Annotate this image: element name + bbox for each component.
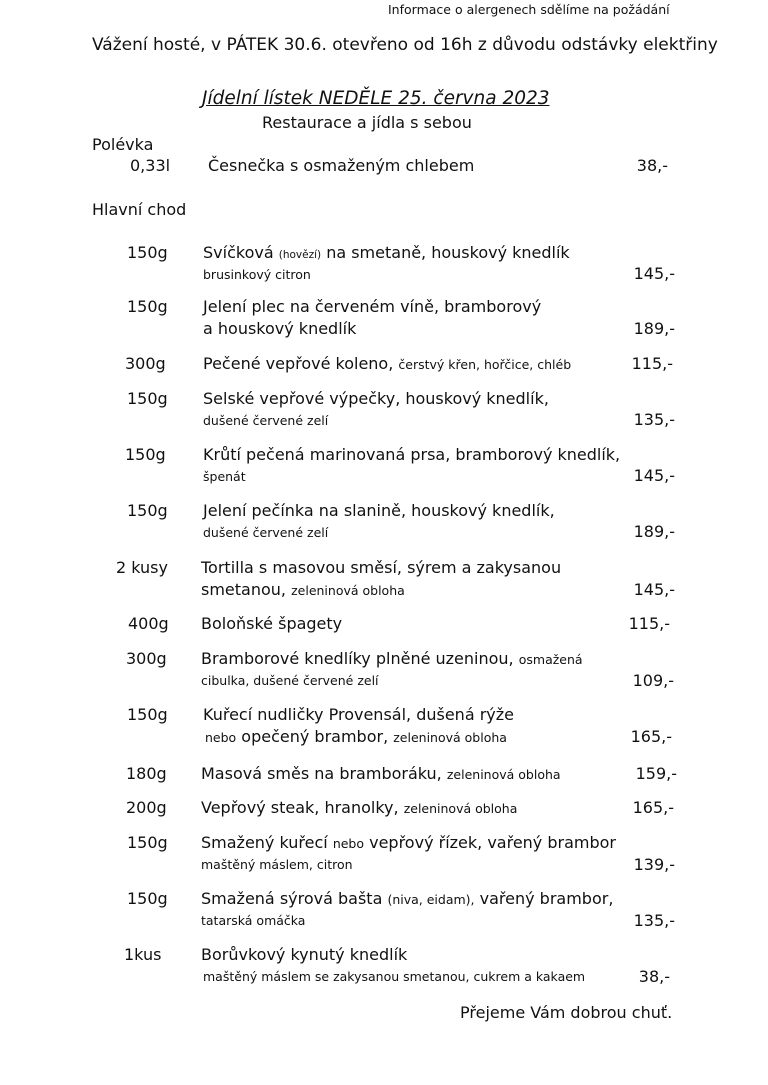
item-price: 139,- (633, 855, 675, 874)
item-detail: dušené červené zelí (203, 413, 329, 428)
item-name-part: Smažená sýrová bašta (201, 889, 383, 908)
item-name: Krůtí pečená marinovaná prsa, bramborový knedlík, (203, 445, 621, 464)
item-qty: 150g (127, 501, 168, 520)
item-name-note: zeleninová obloha (291, 583, 405, 598)
item-name: Jelení plec na červeném víně, bramborový (203, 297, 542, 316)
item-price: 145,- (633, 264, 675, 283)
item-detail: cibulka, dušené červené zelí (201, 673, 379, 688)
item-name-part: Vepřový steak, hranolky, (201, 798, 399, 817)
item-qty: 150g (127, 243, 168, 262)
item-name (201, 766, 561, 782)
item-price: 135,- (633, 911, 675, 930)
item-qty: 150g (127, 889, 168, 908)
item-detail (205, 729, 507, 745)
item-name (201, 800, 517, 816)
item-name: Kuřecí nudličky Provensál, dušená rýže (203, 705, 514, 724)
item-name-note: osmažená (518, 652, 583, 667)
item-name-part: smetanou, (201, 580, 286, 599)
item-price: 109,- (632, 671, 674, 690)
item-name-note: čerstvý křen, hořčice, chléb (398, 357, 572, 372)
item-name: Česnečka s osmaženým chlebem (208, 156, 475, 175)
item-qty: 150g (127, 389, 168, 408)
item-name-part: na smetaně, houskový knedlík (326, 243, 570, 262)
item-price: 189,- (633, 319, 675, 338)
item-name (201, 835, 616, 851)
item-detail: brusinkový citron (203, 267, 311, 282)
item-name-part: opečený brambor, (241, 727, 389, 746)
item-name-note: nebo (205, 730, 237, 745)
item-price: 145,- (633, 580, 675, 599)
item-qty: 300g (126, 649, 167, 668)
item-name-note: (hovězí) (278, 249, 322, 261)
item-name (203, 245, 570, 261)
item-qty: 1kus (124, 945, 162, 964)
item-price: 115,- (628, 614, 670, 633)
item-name-part: Svíčková (203, 243, 274, 262)
allergen-note: Informace o alergenech sdělíme na požádání (388, 2, 670, 17)
item-price: 189,- (633, 522, 675, 541)
item-qty: 2 kusy (116, 558, 168, 577)
item-name-part: Smažený kuřecí (201, 833, 328, 852)
item-name: Selské vepřové výpečky, houskový knedlík, (203, 389, 549, 408)
soup-heading: Polévka (92, 135, 154, 154)
item-detail: dušené červené zelí (203, 525, 329, 540)
main-heading: Hlavní chod (92, 200, 187, 219)
item-detail: maštěný máslem se zakysanou smetanou, cukrem a kakaem (203, 969, 586, 984)
item-name: Jelení pečínka na slanině, houskový knedlík, (203, 501, 555, 520)
item-price: 159,- (635, 764, 677, 783)
item-qty: 150g (127, 705, 168, 724)
item-name-note: zeleninová obloha (393, 730, 507, 745)
item-name: Tortilla s masovou směsí, sýrem a zakysanou (201, 558, 562, 577)
item-name-part: Pečené vepřové koleno, (203, 354, 394, 373)
item-name-note: zeleninová obloha (446, 767, 561, 782)
item-price: 135,- (633, 410, 675, 429)
item-qty: 400g (128, 614, 169, 633)
item-detail: tatarská omáčka (201, 913, 306, 928)
menu-subtitle: Restaurace a jídla s sebou (262, 113, 472, 132)
item-name (203, 356, 571, 372)
item-detail: maštěný máslem, citron (201, 857, 353, 872)
closure-notice: Vážení hosté, v PÁTEK 30.6. otevřeno od 16h z důvodu odstávky elektřiny (92, 35, 718, 55)
item-detail: a houskový knedlík (203, 319, 357, 338)
item-qty: 150g (125, 445, 166, 464)
item-name-note: (niva, eidam), (387, 892, 475, 907)
closing-wish: Přejeme Vám dobrou chuť. (460, 1003, 673, 1022)
item-name (201, 651, 583, 667)
item-qty: 300g (125, 354, 166, 373)
item-qty: 200g (126, 798, 167, 817)
item-qty: 0,33l (130, 156, 171, 175)
item-name (201, 891, 613, 907)
item-price: 38,- (636, 156, 668, 175)
item-name-part: vařený brambor, (479, 889, 614, 908)
item-price: 115,- (631, 354, 673, 373)
item-price: 38,- (638, 967, 670, 986)
item-name-part: Bramborové knedlíky plněné uzeninou, (201, 649, 514, 668)
item-name-part: vepřový řízek, vařený brambor (369, 833, 617, 852)
item-qty: 150g (127, 297, 168, 316)
item-price: 165,- (630, 727, 672, 746)
item-qty: 150g (127, 833, 168, 852)
item-detail (201, 582, 405, 598)
item-detail: špenát (203, 469, 246, 484)
item-name: Borůvkový kynutý knedlík (201, 945, 408, 964)
item-name-part: Masová směs na bramboráku, (201, 764, 442, 783)
menu-title: Jídelní lístek NEDĚLE 25. června 2023 (202, 88, 550, 109)
item-price: 165,- (632, 798, 674, 817)
item-name: Boloňské špagety (201, 614, 343, 633)
item-qty: 180g (126, 764, 167, 783)
item-price: 145,- (633, 466, 675, 485)
item-name-note: zeleninová obloha (403, 801, 518, 816)
item-name-note: nebo (332, 836, 365, 851)
